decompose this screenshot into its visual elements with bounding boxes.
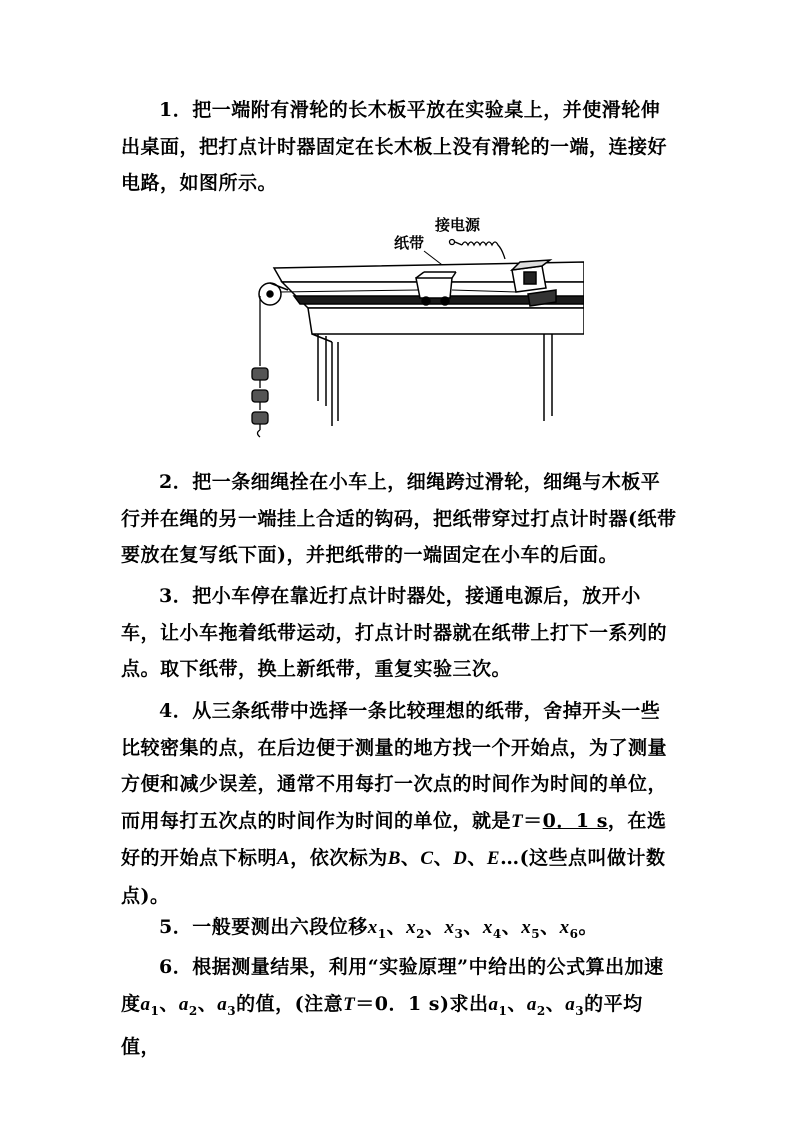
time-value: 0．1 s: [542, 809, 608, 832]
subscript: 1: [150, 1003, 160, 1018]
step-4-paragraph: [121, 693, 677, 914]
step-4-text-c: ，依次标为: [290, 847, 388, 869]
power-label: 接电源: [435, 216, 481, 234]
step-4-text-d: …(这些点叫做计数点)。: [121, 847, 666, 907]
separator: 、: [467, 847, 487, 869]
step-1-text: 把一端附有滑轮的长木板平放在实验桌上，并使滑轮伸出桌面，把打点计时器固定在长木板上没有滑轮的一端，连接好电路，如图所示。: [121, 99, 668, 194]
symbol-T: T: [511, 810, 524, 832]
step-2-text: 把一条细绳拴在小车上，细绳跨过滑轮，细绳与木板平行并在绳的另一端挂上合适的钩码，把纸带穿过打点计时器(纸带要放在复写纸下面)，并把纸带的一端固定在小车的后面。: [121, 471, 677, 566]
var-x: x: [559, 917, 570, 938]
subscript: 3: [454, 926, 464, 941]
step-6-text-b: 的值，(注意: [236, 992, 344, 1015]
subscript: 3: [575, 1003, 585, 1018]
subscript: 3: [227, 1003, 237, 1018]
var-x: x: [521, 917, 532, 938]
point-B: B: [387, 848, 401, 869]
step-3-paragraph: [121, 578, 677, 688]
step-5-number: 5．: [159, 916, 193, 938]
subscript: 1: [498, 1003, 508, 1018]
var-x: x: [482, 917, 493, 938]
subscript: 2: [536, 1003, 546, 1018]
hooked-weights: [252, 368, 268, 437]
step-6-text-c: )求出: [440, 992, 489, 1015]
separator: 、: [545, 992, 566, 1015]
step-3-number: 3．: [159, 585, 193, 607]
equals-sign: ＝: [523, 809, 543, 832]
step-3-text: 把小车停在靠近打点计时器处，接通电源后，放开小车，让小车拖着纸带运动，打点计时器就在纸带上打下一系列的点。取下纸带，换上新纸带，重复实验三次。: [121, 585, 668, 680]
pulley: [259, 283, 288, 305]
subscript: 4: [492, 926, 502, 941]
separator: 、: [400, 847, 421, 869]
var-a: a: [140, 993, 151, 1015]
step-5-paragraph: [121, 909, 677, 952]
step-1-paragraph: [121, 92, 677, 202]
separator: 、: [540, 916, 560, 938]
var-a: a: [526, 993, 537, 1015]
step-1-number: 1．: [159, 99, 193, 121]
time-value: 0．1 s: [374, 992, 441, 1015]
step-5-text: 一般要测出六段位移: [192, 916, 368, 938]
subscript: 2: [416, 926, 425, 941]
var-a: a: [488, 993, 499, 1015]
point-D: D: [453, 848, 468, 869]
separator: 、: [507, 992, 527, 1015]
symbol-T: T: [343, 993, 356, 1015]
period: 。: [578, 916, 598, 938]
subscript: 1: [377, 926, 387, 941]
step-2-number: 2．: [159, 471, 193, 493]
separator: 、: [501, 916, 522, 938]
subscript: 2: [188, 1003, 198, 1018]
subscript: 6: [569, 926, 579, 941]
step-4-number: 4．: [159, 700, 193, 722]
var-x: x: [367, 917, 378, 938]
separator: 、: [159, 992, 179, 1015]
separator: 、: [197, 992, 218, 1015]
point-A: A: [277, 848, 291, 869]
step-6-text-a: 根据测量结果，利用“实验原理”中给出的公式算出加速度: [121, 956, 664, 1015]
point-C: C: [420, 848, 434, 869]
step-4-text-b: ，在选好的开始点下标明: [121, 809, 667, 869]
separator: 、: [433, 847, 454, 869]
step-6-text-d: 的平均值，: [121, 992, 643, 1058]
tape-label: 纸带: [394, 234, 425, 252]
step-4-text-a: 从三条纸带中选择一条比较理想的纸带，舍掉开头一些比较密集的点，在后边便于测量的地方找一个开始点，为了测量方便和减少误差，通常不用每打一次点的时间作为时间的单位，而用每打五次点的时间作为时间的单位，就是: [121, 700, 668, 832]
separator: 、: [463, 916, 483, 938]
var-a: a: [178, 993, 189, 1015]
var-x: x: [444, 917, 455, 938]
separator: 、: [386, 916, 407, 938]
var-x: x: [406, 917, 417, 938]
equals-sign: ＝: [355, 992, 375, 1015]
power-cord: [450, 240, 506, 260]
step-6-number: 6．: [159, 956, 193, 978]
step-2-paragraph: [121, 464, 677, 574]
separator: 、: [424, 916, 445, 938]
var-a: a: [565, 993, 576, 1015]
var-a: a: [217, 993, 228, 1015]
experiment-apparatus-figure: [248, 216, 584, 444]
point-E: E: [486, 848, 501, 869]
step-6-paragraph: [121, 949, 677, 1065]
subscript: 5: [531, 926, 541, 941]
